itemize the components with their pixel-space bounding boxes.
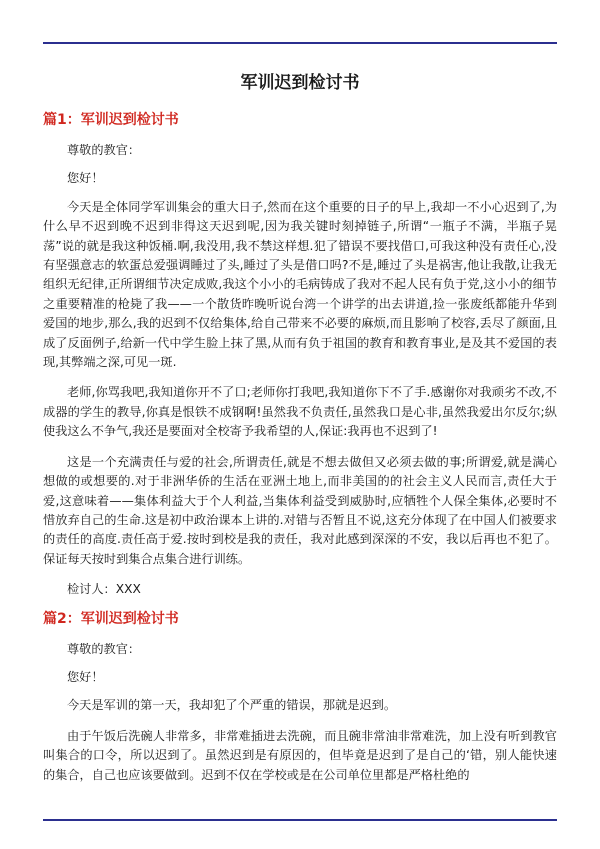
paragraph-2-2: 由于午饭后洗碗人非常多，非常难插进去洗碗，而且碗非常油非常难洗，加上没有听到教官叫集合的口令，所以迟到了。虽然迟到是有原因的，但毕竟是迟到了是自己的‘错，别人能快速的集合，自己也应该要做到。迟到不仅在学校或是在公司单位里都是严格杜绝的 [43, 728, 557, 782]
salutation-1: 尊敬的教官： [67, 143, 141, 157]
section-heading-1: 篇1：军训迟到检讨书 [43, 112, 179, 128]
paragraph-2-1: 今天是军训的第一天，我却犯了个严重的错误，那就是迟到。 [67, 698, 397, 713]
greeting-2: 您好！ [67, 669, 104, 684]
header-rule [43, 42, 557, 44]
document-body [43, 72, 557, 796]
paragraph-1-3: 这是一个充满责任与爱的社会,所谓责任,就是不想去做但又必须去做的事;所谓爱,就是满心想做的或想要的.对于非洲华侨的生活在亚洲土地上,而非美国的的社会主义人民而言,责任大于爱,这意味着——集体利益大于个人利益,当集体利益受到威胁时,应牺牲个人保全集体,必要时不惜放弃自己的生命.这是初中政治课本上讲的.对错与否暂且不说,这充分体现了在中国人们被要求的责任的高度.责任高于爱.按时到校是我的责任，我对此感到深深的不安，我以后再也不犯了。保证每天按时到集合点集合进行训练。 [43, 454, 557, 566]
greeting-1: 您好！ [67, 171, 104, 186]
section-heading-2: 篇2：军训迟到检讨书 [43, 610, 179, 627]
signature-1: 检讨人：XXX [67, 582, 141, 597]
paragraph-1-1: 今天是全体同学军训集会的重大日子,然而在这个重要的日子的早上,我却一不小心迟到了,为什么早不迟到晚不迟到非得这天迟到呢,因为我关键时刻掉链子,所谓“一瓶子不满，半瓶子晃荡”说的就是我这种饭桶.啊,我没用,我不禁这样想.犯了错误不要找借口,可我这种没有责任心,没有坚强意志的软蛋总爱强调睡过了头,睡过了头是借口吗?不是,睡过了头是祸害,他让我散,让我无组织无纪律,正所谓细节决定成败,我这个小小的毛病铸成了我对不起人民有负于党,这小小的细节之重要精准的枪毙了我——一个散货昨晚听说台湾一个讲学的出去讲道,捡一张废纸都能升华到爱国的地步,那么,我的迟到不仅给集体,给自己带来不必要的麻烦,而且影响了校容,丢尽了颜面,且成了反面例子,给新一代中学生脸上抹了黑,从而有负于祖国的教育和教育事业,是及其不爱国的表现,其弊端之深,可见一斑. [43, 199, 557, 370]
footer-rule [43, 819, 557, 821]
document-title: 军训迟到检讨书 [240, 73, 360, 93]
salutation-2: 尊敬的教官： [67, 641, 141, 656]
paragraph-1-2: 老师,你骂我吧,我知道你开不了口;老师你打我吧,我知道你下不了手.感谢你对我顽劣不改,不成器的学生的教导,你真是恨铁不成钢啊!虽然我不负责任,虽然我口是心非,虽然我爱出尔反尔;纵使我这么不争气,我还是要面对全校寄予我希望的人,保证:我再也不迟到了! [43, 385, 557, 439]
